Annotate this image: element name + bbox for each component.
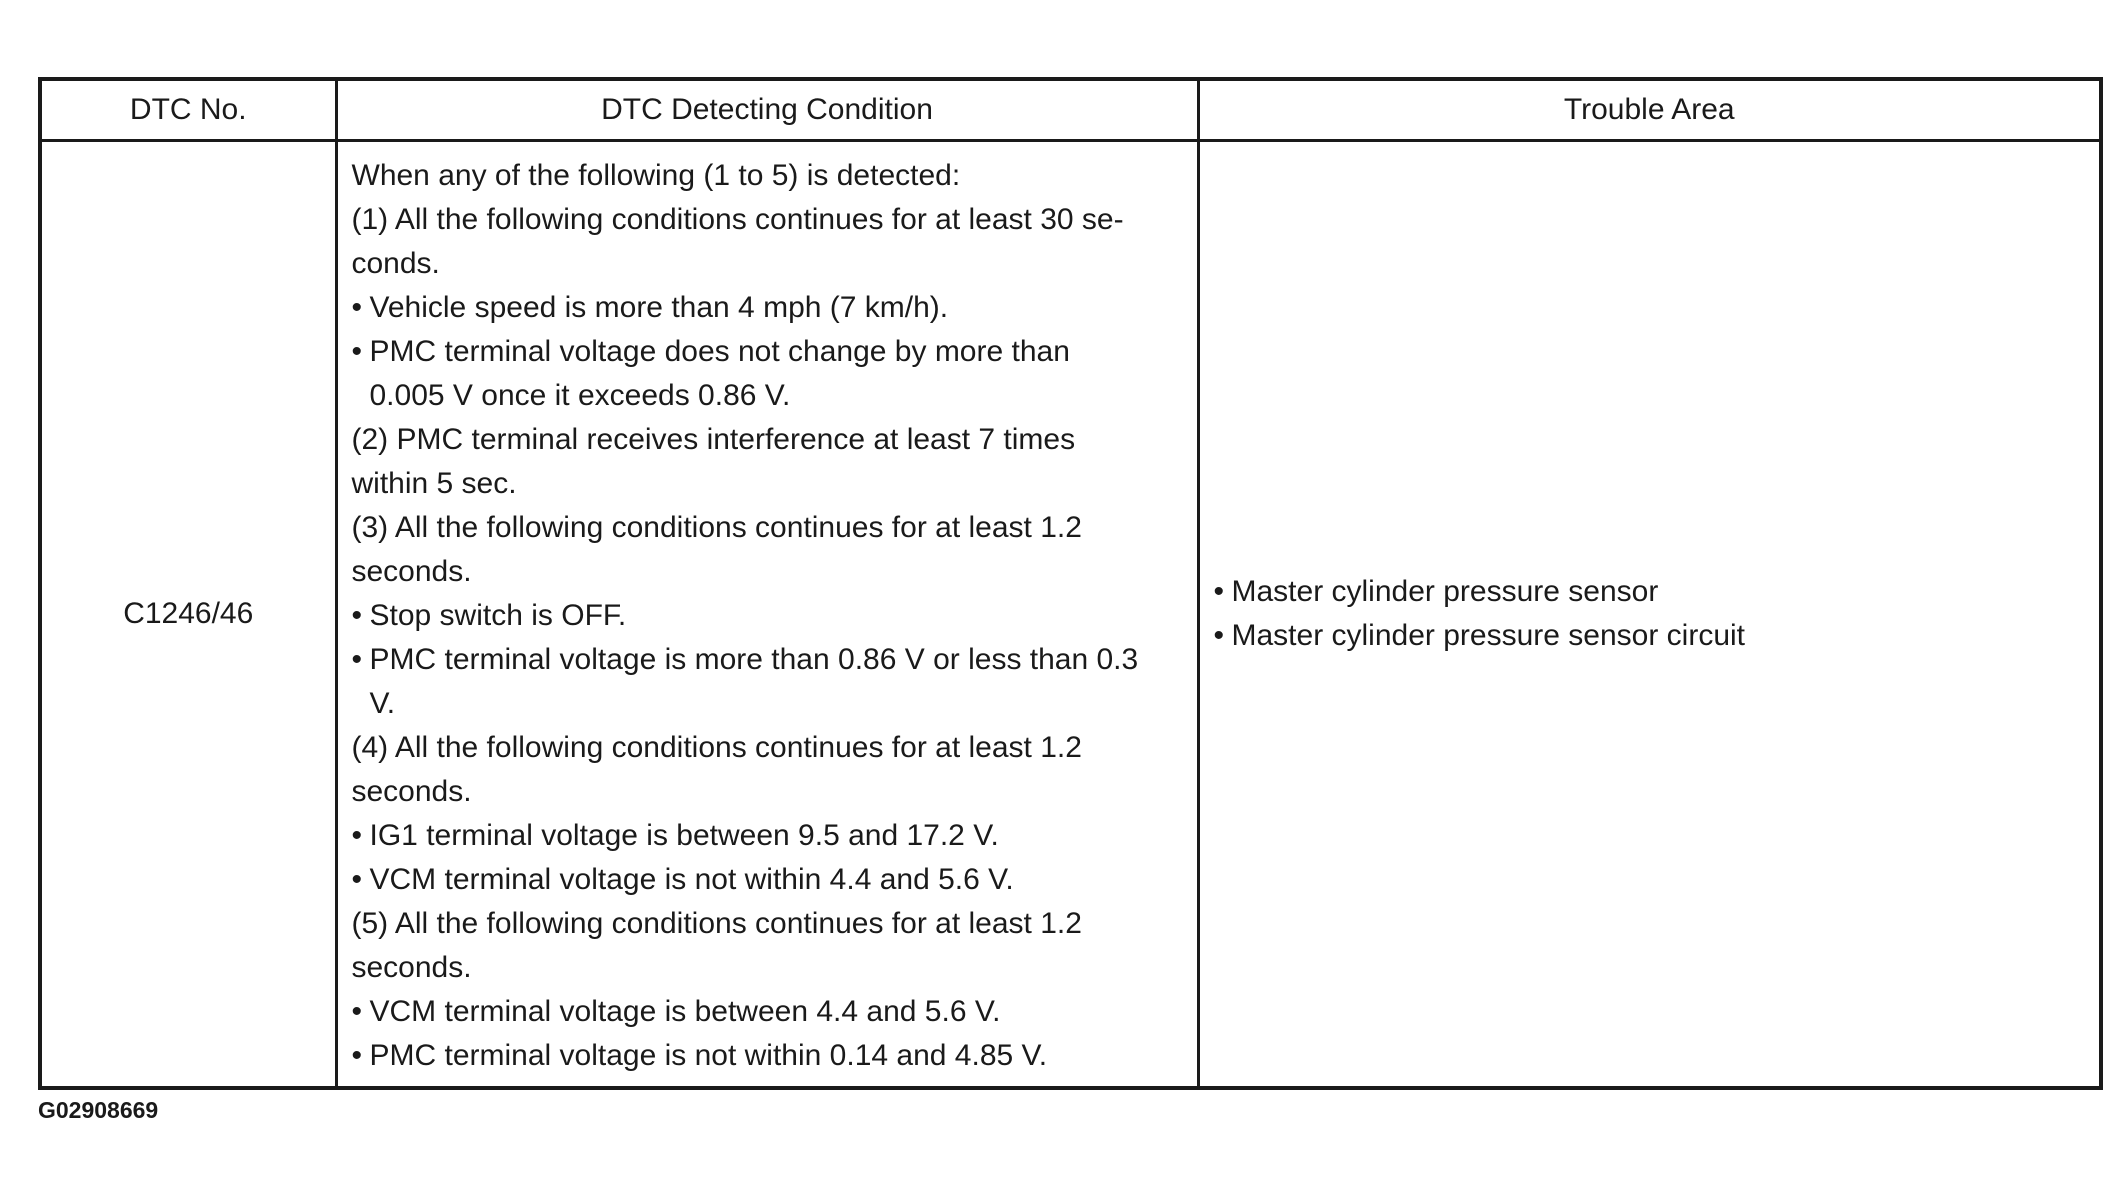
bullet-line: Stop switch is OFF. xyxy=(369,599,627,632)
condition-line: (4) All the following conditions continues for at least 1.2 xyxy=(351,731,1082,764)
header-row xyxy=(40,79,2101,141)
condition-bullet xyxy=(352,638,1183,726)
bullet-icon: • xyxy=(351,599,363,632)
condition-bullet xyxy=(352,1034,1183,1078)
bullet-line: V. xyxy=(369,687,396,720)
dtc-table xyxy=(38,77,2103,1090)
bullet-icon: • xyxy=(351,863,363,896)
condition-line: (5) All the following conditions continues for at least 1.2 xyxy=(351,907,1082,940)
bullet-icon: • xyxy=(351,643,363,676)
bullet-line: VCM terminal voltage is between 4.4 and 5.6 V. xyxy=(369,995,1001,1028)
condition-line: (2) PMC terminal receives interference at least 7 times xyxy=(351,423,1076,456)
bullet-line: PMC terminal voltage is more than 0.86 V or less than 0.3 xyxy=(369,643,1139,676)
condition-bullet xyxy=(352,286,1183,330)
bullet-text xyxy=(370,286,949,330)
bullet-text xyxy=(370,858,1014,902)
bullet-text xyxy=(370,330,1070,418)
trouble-area-text: Master cylinder pressure sensor xyxy=(1231,575,1659,608)
bullet-icon: • xyxy=(351,995,363,1028)
trouble-area-item xyxy=(1214,614,2086,658)
condition-line: (3) All the following conditions continues for at least 1.2 xyxy=(351,511,1082,544)
bullet-icon: • xyxy=(351,1039,363,1072)
bullet-icon: • xyxy=(351,291,363,324)
trouble-area-item xyxy=(1214,570,2086,614)
bullet-text xyxy=(370,1034,1048,1078)
condition-bullet xyxy=(352,990,1183,1034)
bullet-line: IG1 terminal voltage is between 9.5 and 17.2 V. xyxy=(369,819,999,852)
bullet-line: 0.005 V once it exceeds 0.86 V. xyxy=(369,379,791,412)
condition-line: seconds. xyxy=(351,775,472,808)
bullet-icon: • xyxy=(1213,575,1225,608)
bullet-text xyxy=(370,990,1001,1034)
table-row xyxy=(40,141,2101,1089)
bullet-line: PMC terminal voltage does not change by more than xyxy=(369,335,1070,368)
bullet-icon: • xyxy=(1213,619,1225,652)
condition-bullet xyxy=(352,814,1183,858)
condition-line: seconds. xyxy=(351,951,472,984)
bullet-line: PMC terminal voltage is not within 0.14 and 4.85 V. xyxy=(369,1039,1048,1072)
figure-id: G02908669 xyxy=(38,1097,159,1123)
bullet-line: VCM terminal voltage is not within 4.4 and 5.6 V. xyxy=(369,863,1014,896)
condition-bullet xyxy=(352,858,1183,902)
bullet-text xyxy=(370,814,999,858)
condition-line: (1) All the following conditions continues for at least 30 se- xyxy=(351,203,1124,236)
bullet-icon: • xyxy=(351,335,363,368)
condition-line: When any of the following (1 to 5) is detected: xyxy=(351,159,961,192)
bullet-icon: • xyxy=(351,819,363,852)
condition-line: seconds. xyxy=(351,555,472,588)
bullet-text xyxy=(370,594,627,638)
condition-bullet xyxy=(352,594,1183,638)
trouble-area-cell xyxy=(1198,141,2101,1089)
condition-bullet xyxy=(352,330,1183,418)
header-detecting-condition: DTC Detecting Condition xyxy=(336,79,1198,141)
trouble-area-text: Master cylinder pressure sensor circuit xyxy=(1231,619,1746,652)
dtc-code-cell: C1246/46 xyxy=(40,141,336,1089)
header-dtc-no: DTC No. xyxy=(40,79,336,141)
header-trouble-area: Trouble Area xyxy=(1198,79,2101,141)
condition-line: conds. xyxy=(351,247,440,280)
condition-line: within 5 sec. xyxy=(351,467,517,500)
detecting-condition-cell xyxy=(336,141,1198,1089)
bullet-line: Vehicle speed is more than 4 mph (7 km/h). xyxy=(369,291,949,324)
bullet-text xyxy=(370,638,1139,726)
